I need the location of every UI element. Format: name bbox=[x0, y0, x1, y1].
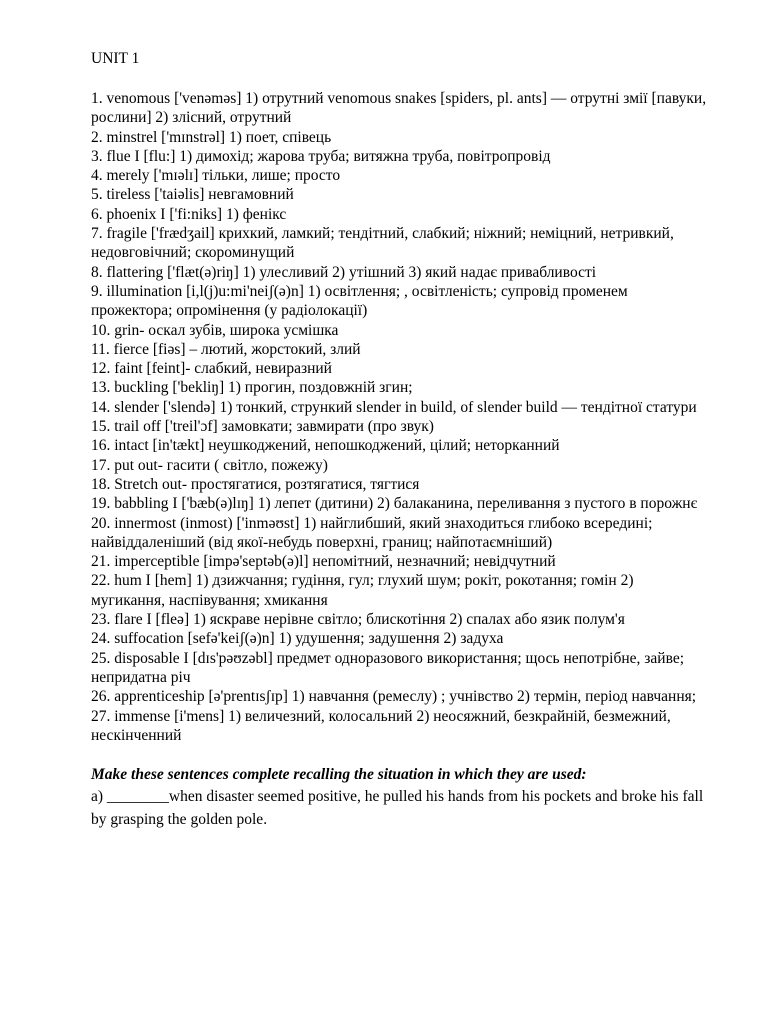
vocabulary-item: 5. tireless ['taiəlis] невгамовний bbox=[91, 186, 294, 204]
exercise-title: Make these sentences complete recalling the situation in which they are used: bbox=[91, 766, 587, 784]
vocabulary-item: 20. innermost (inmost) ['inməʊst] 1) найглибший, який знаходиться глибоко всередині; найвіддаленіший (від якої-небудь поверхні, границ; найпотаємніший) bbox=[91, 514, 653, 551]
vocabulary-item: 23. flare I [fleə] 1) яскраве нерівне світло; блискотіння 2) спалах або язик полум'я bbox=[91, 611, 625, 629]
vocabulary-item: 21. imperceptible [impə'septəb(ə)l] непомітний, незначний; невідчутний bbox=[91, 553, 556, 571]
vocabulary-item: 6. phoenix I ['fi:niks] 1) фенікс bbox=[91, 205, 287, 223]
vocabulary-item: 16. intact [in'tækt] неушкоджений, непошкоджений, цілий; неторканний bbox=[91, 437, 560, 455]
unit-title: UNIT 1 bbox=[91, 50, 140, 67]
vocabulary-item: 4. merely ['mɪəlɪ] тільки, лише; просто bbox=[91, 167, 341, 185]
vocabulary-item: 15. trail off ['treil'ɔf] замовкати; завмирати (про звук) bbox=[91, 418, 434, 436]
vocabulary-item: 17. put out- гасити ( світло, пожежу) bbox=[91, 456, 328, 474]
vocabulary-item: 24. suffocation [sefə'keiʃ(ə)n] 1) удушення; задушення 2) задуха bbox=[91, 630, 504, 648]
vocabulary-item: 9. illumination [i,l(j)u:mi'neiʃ(ə)n] 1) освітлення; , освітленість; супровід променем прожектора; опромінення (у радіолокації) bbox=[91, 282, 628, 320]
exercise-item: a) ________when disaster seemed positive, he pulled his hands from his pockets and broke his fall by grasping the golden pole. bbox=[91, 787, 704, 828]
vocabulary-item: 19. babbling I ['bæb(ə)lɪŋ] 1) лепет (дитини) 2) балаканина, переливання з пустого в порожнє bbox=[91, 495, 698, 513]
exercise-items bbox=[91, 785, 708, 831]
vocabulary-item: 3. flue I [flu:] 1) димохід; жарова труба; витяжна труба, повітропровід bbox=[91, 147, 551, 165]
vocabulary-item: 10. grin- оскал зубів, широка усмішка bbox=[91, 321, 339, 339]
vocabulary-item: 12. faint [feint]- слабкий, невиразний bbox=[91, 360, 332, 378]
vocabulary-item: 18. Stretch out- простягатися, розтягатися, тягтися bbox=[91, 475, 420, 493]
vocabulary-item: 2. minstrel ['mɪnstrəl] 1) поет, співець bbox=[91, 128, 332, 146]
vocabulary-list bbox=[91, 89, 708, 745]
vocabulary-item: 7. fragile ['frædʒail] крихкий, ламкий; тендітний, слабкий; ніжний; неміцний, нетривкий, недовговічний; скороминущий bbox=[91, 225, 674, 262]
vocabulary-item: 27. immense [i'mens] 1) величезний, колосальний 2) неосяжний, безкрайній, безмежний, нескінченний bbox=[91, 707, 671, 744]
vocabulary-item: 26. apprenticeship [ə'prentɪsʃɪp] 1) навчання (ремеслу) ; учнівство 2) термін, період навчання; bbox=[91, 688, 697, 706]
vocabulary-item: 22. hum I [hem] 1) дзижчання; гудіння, гул; глухий шум; рокіт, рокотання; гомін 2) мугикання, наспівування; хмикання bbox=[91, 572, 634, 609]
vocabulary-item: 13. buckling ['bekliŋ] 1) прогин, поздовжній згин; bbox=[91, 379, 413, 397]
vocabulary-item: 25. disposable I [dɪs'pəʊzəbl] предмет одноразового використання; щось непотрібне, зайве; непридатна річ bbox=[91, 649, 685, 686]
vocabulary-item: 14. slender ['slendə] 1) тонкий, стрункий slender in build, of slender build — тендітної статури bbox=[91, 398, 697, 416]
vocabulary-item: 11. fierce [fiəs] – лютий, жорстокий, злий bbox=[91, 340, 361, 358]
vocabulary-item: 1. venomous ['venəməs] 1) отрутний venomous snakes [spiders, pl. ants] — отрутні змії [павуки, рослини] 2) злісний, отрутний bbox=[91, 90, 707, 127]
vocabulary-item: 8. flattering ['flæt(ə)riŋ] 1) улесливий 2) утішний 3) який надає привабливості bbox=[91, 263, 597, 281]
